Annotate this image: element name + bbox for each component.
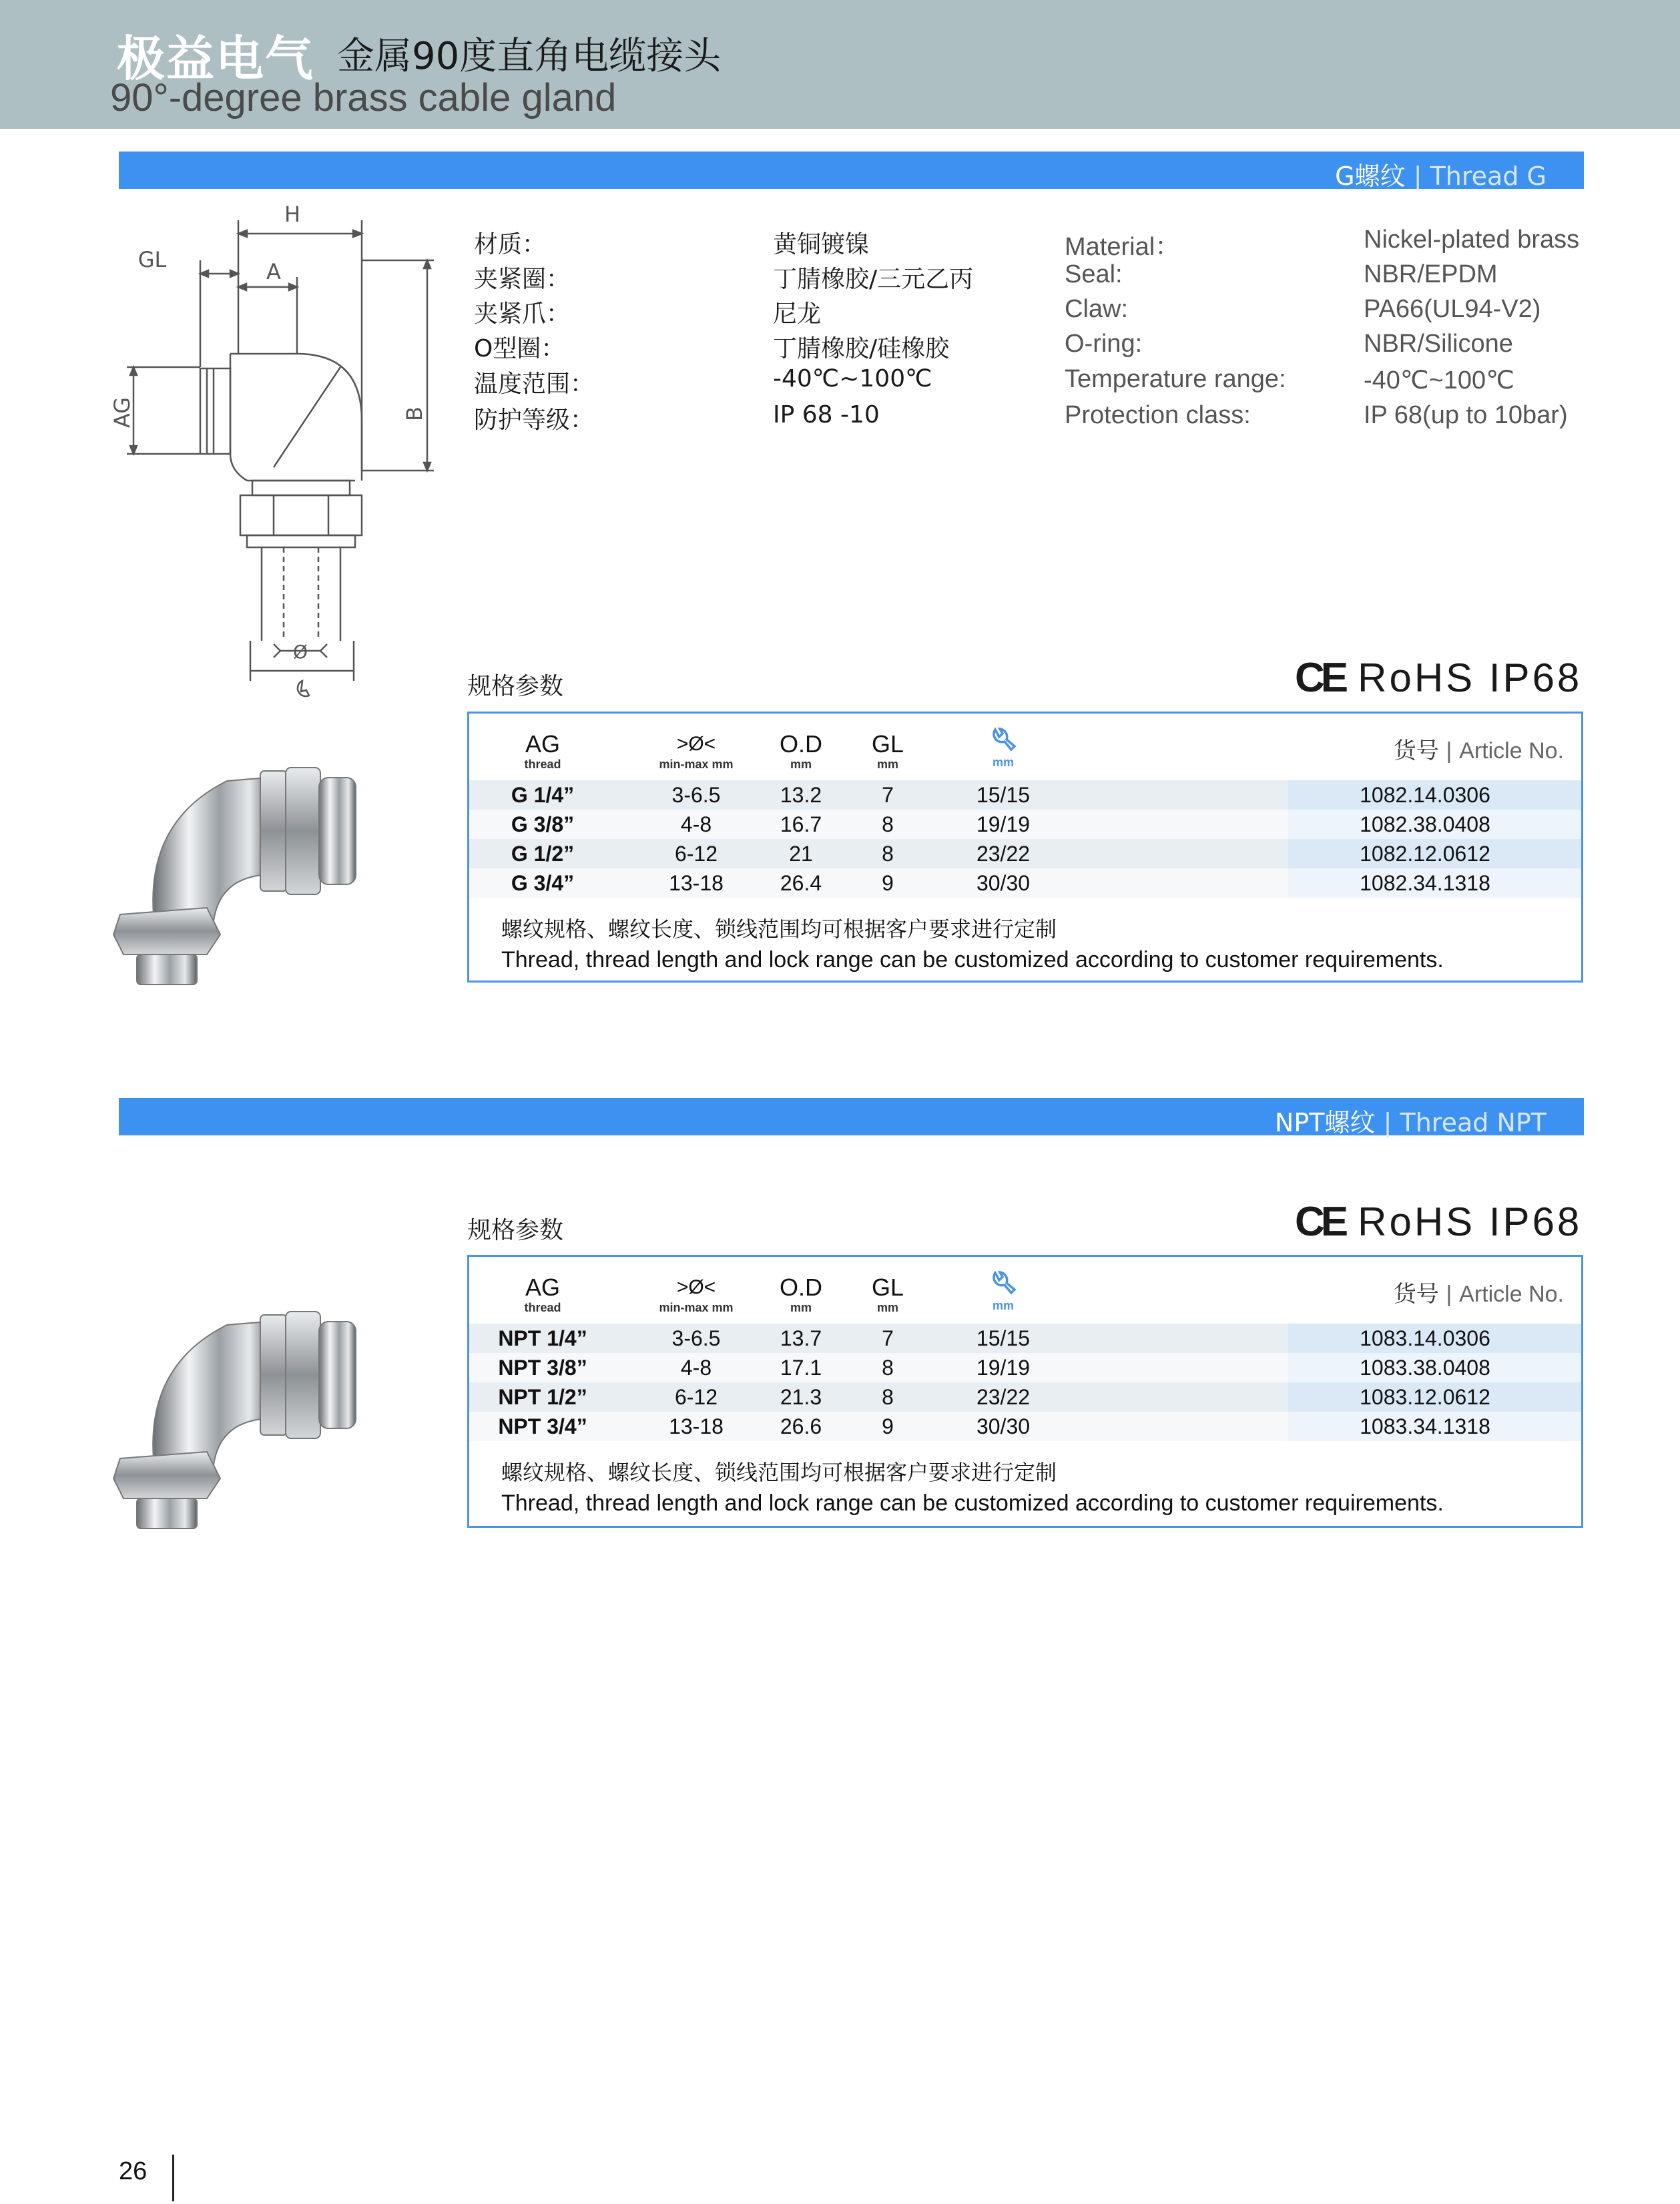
section-bar-label — [1335, 156, 1547, 192]
spec-label-cn: 夹紧爪： — [474, 300, 571, 328]
cell-ag: NPT 3/4” — [498, 1414, 587, 1438]
cell-wrench: 30/30 — [976, 1414, 1031, 1438]
ip-mark: IP68 — [1488, 655, 1583, 700]
spec-label-cn: 材质： — [474, 231, 547, 258]
col-header-ag — [489, 1274, 596, 1314]
col-header-label: AG — [525, 730, 560, 758]
cell-gl: 7 — [882, 1326, 894, 1350]
table-row — [469, 839, 1581, 868]
bar-label-cn: NPT螺纹 — [1274, 1108, 1376, 1137]
dim-label-ag: AG — [109, 396, 135, 429]
cell-range: 3-6.5 — [671, 783, 721, 807]
product-photo-npt — [107, 1285, 394, 1539]
bar-label-cn: G螺纹 — [1335, 162, 1406, 191]
table-row — [469, 868, 1581, 898]
col-header-unit: mm — [790, 758, 812, 771]
col-header-unit: min-max mm — [659, 1301, 734, 1314]
col-header-range — [629, 731, 763, 771]
cell-ag: NPT 1/2” — [498, 1385, 587, 1409]
table-row — [469, 1412, 1581, 1441]
spec-value-cn: 黄铜镀镍 — [773, 231, 870, 258]
table-header — [469, 1257, 1581, 1324]
col-header-wrench — [963, 1270, 1043, 1312]
cell-ag: G 3/8” — [511, 812, 575, 836]
col-header-ag — [489, 731, 596, 771]
cell-od: 13.2 — [780, 783, 822, 807]
bar-separator: | — [1413, 162, 1422, 191]
cell-wrench: 15/15 — [976, 783, 1031, 807]
ce-mark: CE — [1295, 1199, 1345, 1245]
table-row — [469, 1324, 1581, 1353]
cell-ag: G 3/4” — [511, 871, 575, 895]
cell-ag: G 1/2” — [511, 842, 575, 866]
cell-od: 26.4 — [780, 871, 822, 895]
col-header-unit: thread — [524, 1301, 561, 1314]
col-header-label: AG — [525, 1274, 560, 1301]
cert-marks-g — [1295, 654, 1582, 702]
spec-value-en: NBR/EPDM — [1364, 260, 1498, 288]
dim-label-diameter: Ø — [292, 641, 308, 663]
col-header-unit: mm — [876, 758, 898, 771]
cell-range: 4-8 — [680, 1356, 712, 1380]
cell-article: 1083.14.0306 — [1360, 1326, 1490, 1350]
section-bar-thread-g — [119, 152, 1584, 189]
cell-od: 17.1 — [780, 1356, 822, 1380]
col-header-unit: mm — [876, 1301, 898, 1314]
article-separator: | — [1446, 1282, 1452, 1307]
brand-name: 极益电气 — [117, 31, 315, 87]
section-bar-label — [1275, 1102, 1547, 1139]
col-header-article — [1394, 1276, 1564, 1308]
cell-article: 1083.34.1318 — [1360, 1414, 1490, 1438]
col-header-label: >Ø< — [676, 733, 716, 755]
cell-range: 4-8 — [680, 812, 712, 836]
cell-wrench: 23/22 — [976, 842, 1031, 866]
wrench-icon — [990, 1270, 1017, 1296]
cell-od: 21 — [789, 842, 813, 866]
spec-value-cn: IP 68 -10 — [773, 401, 880, 429]
cell-gl: 9 — [882, 1414, 894, 1438]
cell-range: 6-12 — [674, 842, 718, 866]
article-label-cn: 货号 — [1393, 738, 1439, 764]
spec-value-cn: 丁腈橡胶/三元乙丙 — [773, 266, 974, 293]
article-label-en: Article No. — [1459, 738, 1564, 764]
bar-label-en: Thread NPT — [1400, 1108, 1547, 1137]
bar-separator: | — [1383, 1108, 1392, 1137]
article-label-en: Article No. — [1459, 1282, 1564, 1307]
cell-range: 3-6.5 — [671, 1326, 721, 1350]
spec-value-en: NBR/Silicone — [1364, 330, 1513, 358]
col-header-od — [761, 1274, 841, 1314]
cell-gl: 7 — [882, 783, 894, 807]
spec-label-en: Seal: — [1065, 260, 1123, 288]
note-chinese: 螺纹规格、螺纹长度、锁线范围均可根据客户要求进行定制 — [501, 916, 1057, 942]
bar-label-en: Thread G — [1430, 162, 1547, 191]
note-english: Thread, thread length and lock range can be customized according to customer requirements. — [501, 947, 1444, 973]
spec-value-en: PA66(UL94-V2) — [1364, 295, 1541, 323]
col-header-article — [1394, 732, 1564, 765]
cell-wrench: 19/19 — [976, 812, 1031, 836]
col-header-gl — [848, 731, 928, 771]
dim-label-b: B — [402, 406, 427, 421]
spec-label-cn: 温度范围： — [474, 370, 595, 398]
spec-table-npt — [467, 1255, 1583, 1528]
cell-od: 16.7 — [780, 812, 822, 836]
wrench-icon — [990, 727, 1017, 752]
cert-marks-npt — [1295, 1198, 1582, 1246]
spec-label-cn: O型圈： — [474, 335, 565, 362]
cell-article: 1082.38.0408 — [1360, 812, 1490, 836]
cell-range: 6-12 — [674, 1385, 718, 1409]
spec-heading-g: 规格参数 — [467, 673, 564, 700]
page-number: 26 — [119, 2157, 148, 2185]
section-bar-thread-npt — [119, 1098, 1584, 1135]
cell-ag: NPT 1/4” — [498, 1326, 587, 1350]
col-header-gl — [848, 1274, 928, 1314]
dim-label-a: A — [266, 259, 281, 284]
title-chinese: 金属90度直角电缆接头 — [337, 35, 722, 78]
col-header-label: GL — [871, 1274, 904, 1301]
ce-mark: CE — [1295, 655, 1345, 701]
rohs-mark: RoHS — [1358, 1199, 1476, 1244]
spec-label-en: Material： — [1065, 233, 1181, 261]
table-row — [469, 1382, 1581, 1412]
cell-article: 1083.38.0408 — [1360, 1356, 1490, 1380]
cell-gl: 8 — [882, 1385, 894, 1409]
cell-gl: 8 — [882, 812, 894, 836]
col-header-label: O.D — [779, 1274, 822, 1301]
cell-article: 1083.12.0612 — [1360, 1385, 1490, 1409]
article-label-cn: 货号 — [1393, 1281, 1439, 1308]
spec-value-cn: 丁腈橡胶/硅橡胶 — [773, 335, 950, 362]
table-row — [469, 780, 1581, 810]
spec-heading-npt: 规格参数 — [467, 1217, 564, 1244]
page-number-divider — [172, 2155, 174, 2201]
note-english: Thread, thread length and lock range can be customized according to customer requirements. — [501, 1490, 1444, 1516]
spec-value-cn: -40℃~100℃ — [773, 365, 932, 392]
col-header-label: O.D — [779, 730, 822, 758]
col-header-wrench — [963, 727, 1043, 769]
col-header-unit: thread — [524, 758, 561, 771]
rohs-mark: RoHS — [1358, 655, 1476, 700]
col-header-unit: mm — [992, 756, 1014, 769]
spec-value-en: -40℃~100℃ — [1364, 366, 1514, 394]
cell-wrench: 30/30 — [976, 871, 1031, 895]
ip-mark: IP68 — [1488, 1199, 1583, 1244]
cell-article: 1082.34.1318 — [1360, 871, 1490, 895]
cell-range: 13-18 — [669, 871, 724, 895]
col-header-od — [761, 731, 841, 771]
spec-label-en: Protection class: — [1065, 401, 1251, 429]
spec-table-g — [467, 712, 1583, 983]
title-english: 90°-degree brass cable gland — [110, 76, 617, 119]
cell-article: 1082.12.0612 — [1360, 842, 1490, 866]
table-header — [469, 714, 1581, 780]
col-header-unit: mm — [790, 1301, 812, 1314]
table-row — [469, 1353, 1581, 1382]
spec-label-cn: 防护等级： — [474, 406, 595, 434]
dim-label-h: H — [284, 202, 301, 227]
spec-value-en: IP 68(up to 10bar) — [1364, 401, 1568, 429]
cell-wrench: 19/19 — [976, 1356, 1031, 1380]
spec-label-en: Claw: — [1065, 295, 1129, 323]
spec-label-en: O-ring: — [1065, 330, 1143, 358]
col-header-label: >Ø< — [676, 1276, 716, 1298]
technical-drawing — [109, 200, 467, 721]
col-header-label: GL — [871, 730, 904, 758]
spec-value-cn: 尼龙 — [773, 300, 822, 328]
cell-ag: NPT 3/8” — [498, 1356, 587, 1380]
product-photo-g — [107, 741, 394, 995]
cell-od: 21.3 — [780, 1385, 822, 1409]
col-header-unit: min-max mm — [659, 758, 734, 771]
note-chinese: 螺纹规格、螺纹长度、锁线范围均可根据客户要求进行定制 — [501, 1460, 1057, 1485]
spec-label-en: Temperature range: — [1065, 365, 1286, 393]
cell-wrench: 23/22 — [976, 1385, 1031, 1409]
cell-gl: 9 — [882, 871, 894, 895]
cell-od: 13.7 — [780, 1326, 822, 1350]
cell-wrench: 15/15 — [976, 1326, 1031, 1350]
col-header-range — [629, 1274, 763, 1314]
cell-range: 13-18 — [669, 1414, 724, 1438]
cell-article: 1082.14.0306 — [1360, 783, 1490, 807]
spec-label-cn: 夹紧圈： — [474, 266, 571, 293]
article-separator: | — [1446, 738, 1452, 764]
cell-gl: 8 — [882, 842, 894, 866]
cell-od: 26.6 — [780, 1414, 822, 1438]
cell-ag: G 1/4” — [511, 783, 575, 807]
spec-value-en: Nickel-plated brass — [1364, 226, 1580, 254]
cell-gl: 8 — [882, 1356, 894, 1380]
col-header-unit: mm — [992, 1299, 1014, 1312]
dim-label-gl: GL — [137, 247, 167, 272]
table-row — [469, 810, 1581, 839]
